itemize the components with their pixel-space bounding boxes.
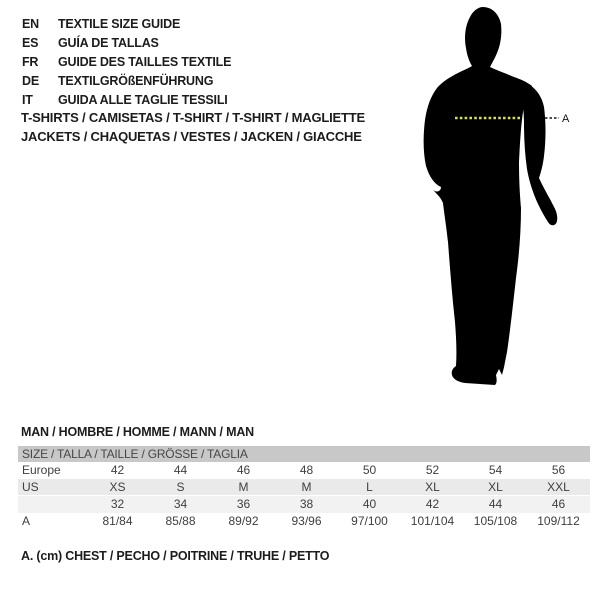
man-figure	[403, 0, 600, 400]
row-label: A	[22, 514, 31, 528]
size-cell: XXL	[547, 480, 570, 494]
row-label	[18, 496, 86, 513]
language-row-es	[22, 33, 231, 52]
footnote-chest-measure: A. (cm) CHEST / PECHO / POITRINE / TRUHE / PETTO	[21, 549, 330, 563]
language-label: GUIDA ALLE TAGLIE TESSILI	[58, 92, 228, 107]
size-cell: XL	[425, 480, 440, 494]
language-row-fr	[22, 52, 231, 71]
size-cell: 105/108	[473, 514, 518, 528]
language-row-en	[22, 14, 231, 33]
size-table	[18, 446, 590, 530]
size-cell: 52	[425, 463, 440, 477]
size-cell: 32	[110, 497, 125, 511]
size-cell: 44	[173, 463, 188, 477]
size-cell: 46	[551, 497, 566, 511]
size-cell: 40	[362, 497, 377, 511]
size-cell: 42	[425, 497, 440, 511]
language-code: EN	[22, 16, 39, 31]
size-cell: S	[176, 480, 185, 494]
size-cell: 97/100	[351, 514, 388, 528]
size-cell: 38	[299, 497, 314, 511]
language-code: ES	[22, 35, 39, 50]
size-table-header: SIZE / TALLA / TAILLE / GRÖSSE / TAGLIA	[18, 446, 590, 462]
table-row-unlabeled	[18, 496, 590, 513]
language-label: TEXTILE SIZE GUIDE	[58, 16, 181, 31]
category-line-tshirts: T-SHIRTS / CAMISETAS / T-SHIRT / T-SHIRT / MAGLIETTE	[21, 110, 365, 125]
size-cell: 50	[362, 463, 377, 477]
language-row-it	[22, 90, 231, 109]
section-title-man: MAN / HOMBRE / HOMME / MANN / MAN	[21, 425, 254, 439]
measure-label-a: A	[562, 113, 570, 125]
size-cell: 85/88	[165, 514, 196, 528]
language-code: IT	[22, 92, 33, 107]
size-cell: XL	[488, 480, 503, 494]
row-label: US	[22, 480, 39, 494]
size-cell: 93/96	[291, 514, 322, 528]
language-code: DE	[22, 73, 39, 88]
language-list	[22, 14, 231, 109]
language-label: TEXTILGRÖßENFÜHRUNG	[58, 73, 214, 88]
language-label: GUÍA DE TALLAS	[58, 35, 159, 50]
table-row-chest-a	[18, 513, 590, 530]
table-row-us	[18, 479, 590, 496]
size-cell: 89/92	[228, 514, 259, 528]
size-cell: 48	[299, 463, 314, 477]
size-cell: 44	[488, 497, 503, 511]
language-label: GUIDE DES TAILLES TEXTILE	[58, 54, 232, 69]
size-cell: 42	[110, 463, 125, 477]
language-row-de	[22, 71, 231, 90]
size-cell: 101/104	[410, 514, 455, 528]
language-code: FR	[22, 54, 39, 69]
size-cell: XS	[109, 480, 126, 494]
size-cell: 46	[236, 463, 251, 477]
size-cell: 81/84	[102, 514, 133, 528]
size-cell: 54	[488, 463, 503, 477]
size-cell: L	[366, 480, 373, 494]
size-cell: M	[238, 480, 249, 494]
size-cell: 34	[173, 497, 188, 511]
table-row-europe	[18, 462, 590, 479]
category-line-jackets: JACKETS / CHAQUETAS / VESTES / JACKEN / GIACCHE	[21, 129, 362, 144]
row-label: Europe	[22, 463, 61, 477]
size-cell: 36	[236, 497, 251, 511]
size-cell: 109/112	[537, 514, 580, 528]
size-cell: 56	[551, 463, 566, 477]
man-silhouette-icon	[403, 0, 600, 400]
size-cell: M	[301, 480, 312, 494]
